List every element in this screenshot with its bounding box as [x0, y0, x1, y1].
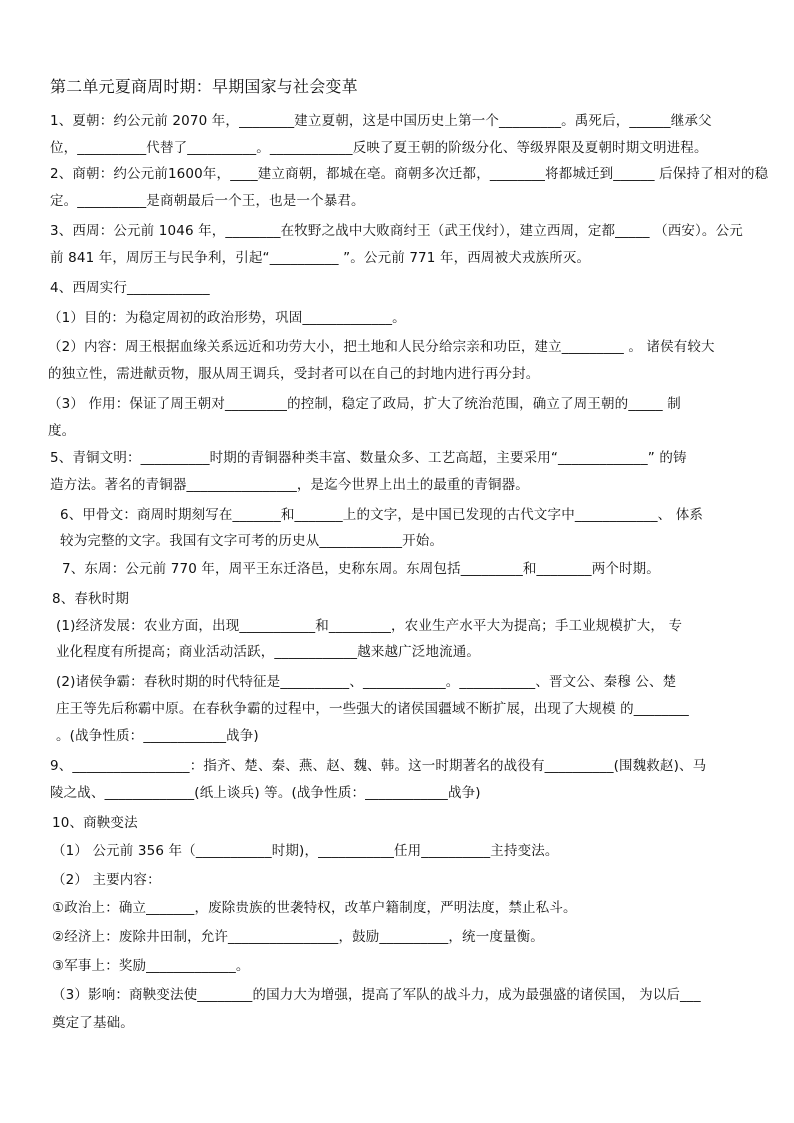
line-4-1: （1）目的：为稳定周初的政治形势，巩固_____________。	[48, 310, 406, 326]
line-4-3-a: （3） 作用：保证了周王朝对_________的控制，稳定了政局，扩大了统治范围，确立了周王朝的_____ 制	[48, 396, 681, 412]
line-9-b: 陵之战、_____________(纸上谈兵) 等。(战争性质：____________战争)	[50, 785, 481, 801]
line-8-1-b: 业化程度有所提高；商业活动活跃，____________越来越广泛地流通。	[56, 644, 481, 660]
line-7: 7、东周：公元前 770 年，周平王东迁洛邑，史称东周。东周包括_________和________两个时期。	[62, 561, 660, 577]
line-10-3-a: （3）影响：商鞅变法使________的国力大为增强，提高了军队的战斗力，成为最强盛的诸侯国， 为以后___	[52, 987, 701, 1003]
line-6-a: 6、甲骨文：商周时期刻写在_______和_______上的文字，是中国已发现的古代文字中____________、 体系	[60, 507, 704, 523]
line-10-3-b: 奠定了基础。	[52, 1015, 134, 1031]
page-title: 第二单元夏商周时期：早期国家与社会变革	[50, 77, 358, 96]
line-8-2-c: 。(战争性质：____________战争)	[56, 728, 259, 744]
line-8-2-a: (2)诸侯争霸：春秋时期的时代特征是__________、____________。___________、晋文公、秦穆 公、楚	[56, 674, 677, 690]
line-10-heading: 10、商鞅变法	[52, 815, 138, 831]
line-5-b: 造方法。著名的青铜器________________，是迄今世界上出土的最重的青铜器。	[50, 477, 529, 493]
line-10-2-economy: ②经济上：废除井田制，允许________________，鼓励__________，统一度量衡。	[52, 929, 544, 945]
line-6-b: 较为完整的文字。我国有文字可考的历史从____________开始。	[60, 533, 444, 549]
line-10-2-military: ③军事上：奖励_____________。	[52, 958, 250, 974]
line-4-heading: 4、西周实行____________	[50, 280, 210, 296]
line-1-xia-a: 1、夏朝：约公元前 2070 年，________建立夏朝，这是中国历史上第一个_________。禹死后，______继承父	[50, 113, 712, 129]
line-10-2-politics: ①政治上：确立_______，废除贵族的世袭特权，改革户籍制度，严明法度，禁止私斗。	[52, 900, 577, 916]
line-10-1: （1） 公元前 356 年（___________时期)，___________任用__________主持变法。	[52, 843, 559, 859]
line-4-3-b: 度。	[48, 423, 76, 439]
line-10-2: （2） 主要内容：	[52, 872, 161, 888]
line-5-a: 5、青铜文明：__________时期的青铜器种类丰富、数量众多、工艺高超，主要采用“_____________” 的铸	[50, 450, 687, 466]
line-3-xizhou-b: 前 841 年，周厉王与民争利，引起“__________ ”。公元前 771 年，西周被犬戎族所灭。	[50, 250, 591, 266]
line-2-shang-b: 定。__________是商朝最后一个王，也是一个暴君。	[50, 193, 365, 209]
line-8-2-b: 庄王等先后称霸中原。在春秋争霸的过程中，一些强大的诸侯国疆域不断扩展，出现了大规模 的________	[56, 701, 689, 717]
line-4-2-a: （2）内容：周王根据血缘关系远近和功劳大小，把土地和人民分给宗亲和功臣，建立_________ 。 诸侯有较大	[48, 339, 715, 355]
line-2-shang-a: 2、商朝：约公元前1600年，____建立商朝，都城在亳。商朝多次迁都，________将都城迁到______ 后保持了相对的稳	[50, 166, 769, 182]
line-3-xizhou-a: 3、西周：公元前 1046 年，________在牧野之战中大败商纣王（武王伐纣），建立西周，定都_____ （西安）。公元	[50, 223, 743, 239]
line-9-a: 9、_________________：指齐、楚、秦、燕、赵、魏、韩。这一时期著名的战役有__________(围魏救赵)、马	[50, 758, 707, 774]
line-8-1-a: (1)经济发展：农业方面，出现___________和_________，农业生产水平大为提高；手工业规模扩大， 专	[56, 618, 683, 634]
line-4-2-b: 的独立性，需进献贡物，服从周王调兵，受封者可以在自己的封地内进行再分封。	[48, 366, 540, 382]
line-8-heading: 8、春秋时期	[52, 591, 129, 607]
line-1-xia-b: 位，__________代替了__________。____________反映了夏王朝的阶级分化、等级界限及夏朝时期文明进程。	[50, 140, 708, 156]
